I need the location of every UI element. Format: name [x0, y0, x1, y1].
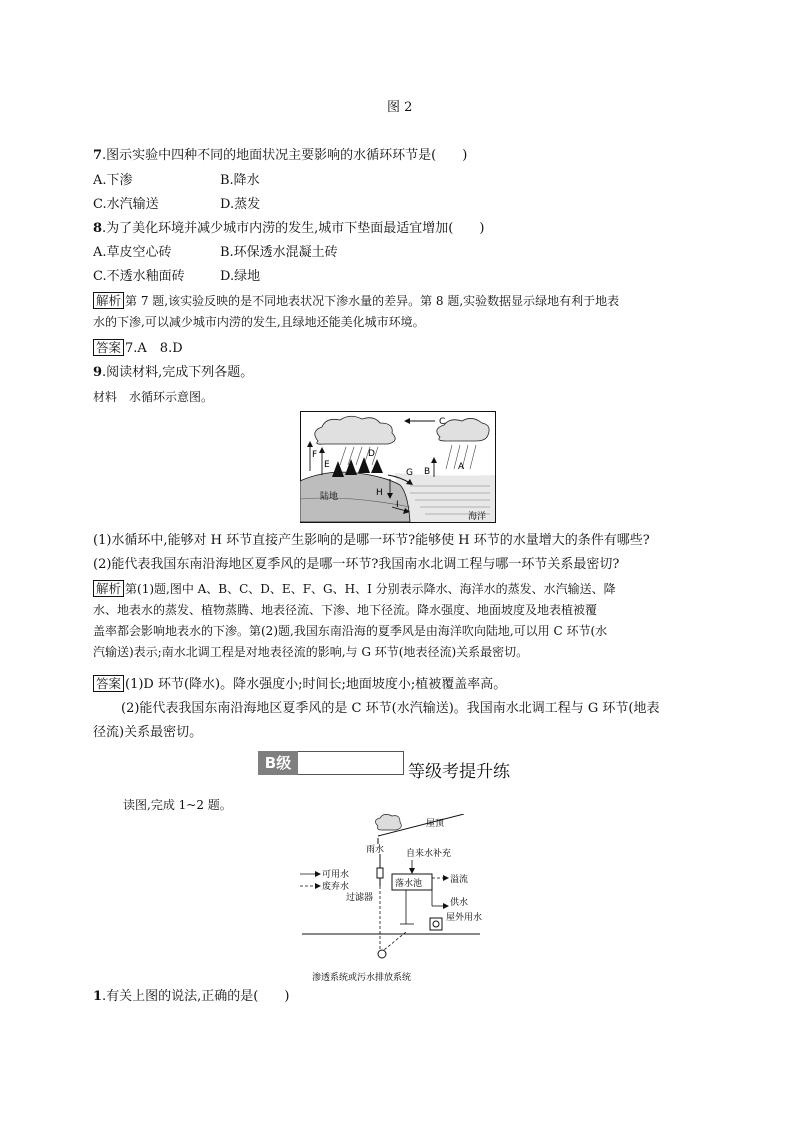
- outdoor-use-label: 屋外用水: [446, 913, 483, 923]
- analysis-line: 水的下渗,可以减少城市内涝的发生,且绿地还能美化城市环境。: [93, 315, 425, 329]
- analysis-tag: 解析: [93, 580, 124, 597]
- analysis-9: [93, 579, 703, 663]
- analysis-line: 汽输送)表示;南水北调工程是对地表径流的影响,与 G 环节(地表径流)关系最密切。: [93, 645, 529, 659]
- land-label: 陆地: [320, 492, 339, 502]
- legend-usable-water: 可用水: [322, 870, 350, 880]
- question-number: 7: [93, 148, 103, 163]
- question-8: [93, 219, 484, 239]
- option-c: C.不透水釉面砖: [93, 269, 185, 284]
- rainwater-system-diagram: [296, 814, 486, 984]
- analysis-7-8: [93, 291, 703, 333]
- cycle-label-d: D: [368, 449, 375, 459]
- analysis-line: 水、地表水的蒸发、植物蒸腾、地表径流、下渗、地下径流。降水强度、地面坡度及地表植被覆: [93, 603, 598, 617]
- cycle-label-g: G: [406, 468, 413, 478]
- answer-7-8: [93, 339, 183, 359]
- question-stem: .有关上图的说法,正确的是( ): [102, 989, 290, 1004]
- analysis-line: 第 7 题,该实验反映的是不同地表状况下渗水量的差异。第 8 题,实验数据显示绿地有利于地表: [125, 294, 620, 308]
- question-9: [93, 363, 253, 383]
- question-stem: .阅读材料,完成下列各题。: [102, 365, 254, 380]
- cycle-label-f: F: [312, 450, 318, 460]
- material-label: 材料 水循环示意图。: [93, 390, 214, 404]
- analysis-line: 第(1)题,图中 A、B、C、D、E、F、G、H、I 分别表示降水、海洋水的蒸发、水汽输送、降: [125, 582, 616, 596]
- cycle-label-a: A: [458, 462, 465, 472]
- overflow-label: 溢流: [450, 875, 469, 885]
- supply-label: 供水: [450, 898, 469, 908]
- pool-label: 落水池: [395, 879, 423, 889]
- level-badge: B级: [258, 751, 298, 775]
- bottom-system-label: 渗透系统或污水排放系统: [312, 973, 412, 983]
- option-b: B.降水: [220, 173, 260, 188]
- legend-waste-water: 废弃水: [322, 882, 350, 892]
- option-b: B.环保透水混凝土砖: [220, 245, 338, 260]
- option-d: D.绿地: [220, 269, 261, 284]
- level-divider: [298, 751, 404, 775]
- answer-line: (2)能代表我国东南沿海地区夏季风的是 C 环节(水汽输送)。我国南水北调工程与 G 环节(地表: [121, 701, 660, 716]
- roof-label: 屋顶: [426, 819, 445, 829]
- question-stem: .图示实验中四种不同的地面状况主要影响的水循环环节是( ): [102, 148, 468, 163]
- level-title: 等级考提升练: [408, 762, 510, 782]
- option-d: D.蒸发: [220, 197, 261, 212]
- answer-tag: 答案: [93, 675, 124, 692]
- answer-line: 径流)关系最密切。: [93, 725, 203, 740]
- analysis-line: 盖率都会影响地表水的下渗。第(2)题,我国东南沿海的夏季风是由海洋吹向陆地,可以用 C 环节(水: [93, 624, 608, 638]
- water-cycle-diagram: [300, 411, 496, 523]
- question-stem: .为了美化环境并减少城市内涝的发生,城市下垫面最适宜增加( ): [102, 221, 485, 236]
- option-c: C.水汽输送: [93, 197, 159, 212]
- question-number: 1: [93, 989, 103, 1004]
- read-figure-instruction: 读图,完成 1~2 题。: [123, 798, 232, 812]
- option-a: A.下渗: [93, 173, 133, 188]
- tap-water-label: 自来水补充: [406, 849, 452, 859]
- analysis-tag: 解析: [93, 292, 124, 309]
- answer-line: (1)D 环节(降水)。降水强度小;时间长;地面坡度小;植被覆盖率高。: [125, 677, 507, 692]
- answer-tag: 答案: [93, 339, 124, 356]
- filter-label: 过滤器: [346, 893, 374, 903]
- cycle-label-h: H: [376, 488, 383, 498]
- question-number: 8: [93, 221, 103, 236]
- cycle-label-e: E: [324, 460, 330, 470]
- cycle-label-b: B: [424, 467, 431, 477]
- sub-question-2: (2)能代表我国东南沿海地区夏季风的是哪一环节?我国南水北调工程与哪一环节关系最密切?: [93, 557, 620, 572]
- question-number: 9: [93, 365, 103, 380]
- question-1: [93, 987, 289, 1007]
- option-a: A.草皮空心砖: [93, 245, 172, 260]
- answer-text: 7.A 8.D: [125, 341, 183, 356]
- figure-caption: 图 2: [387, 100, 413, 115]
- rain-label: 雨水: [366, 845, 385, 855]
- answer-9: [93, 675, 506, 695]
- cycle-label-c: C: [439, 417, 446, 427]
- cycle-label-i: I: [396, 500, 399, 510]
- sub-question-1: (1)水循环中,能够对 H 环节直接产生影响的是哪一环节?能够使 H 环节的水量增大的条件有哪些?: [93, 533, 650, 548]
- question-7: [93, 146, 467, 166]
- ocean-label: 海洋: [468, 512, 487, 522]
